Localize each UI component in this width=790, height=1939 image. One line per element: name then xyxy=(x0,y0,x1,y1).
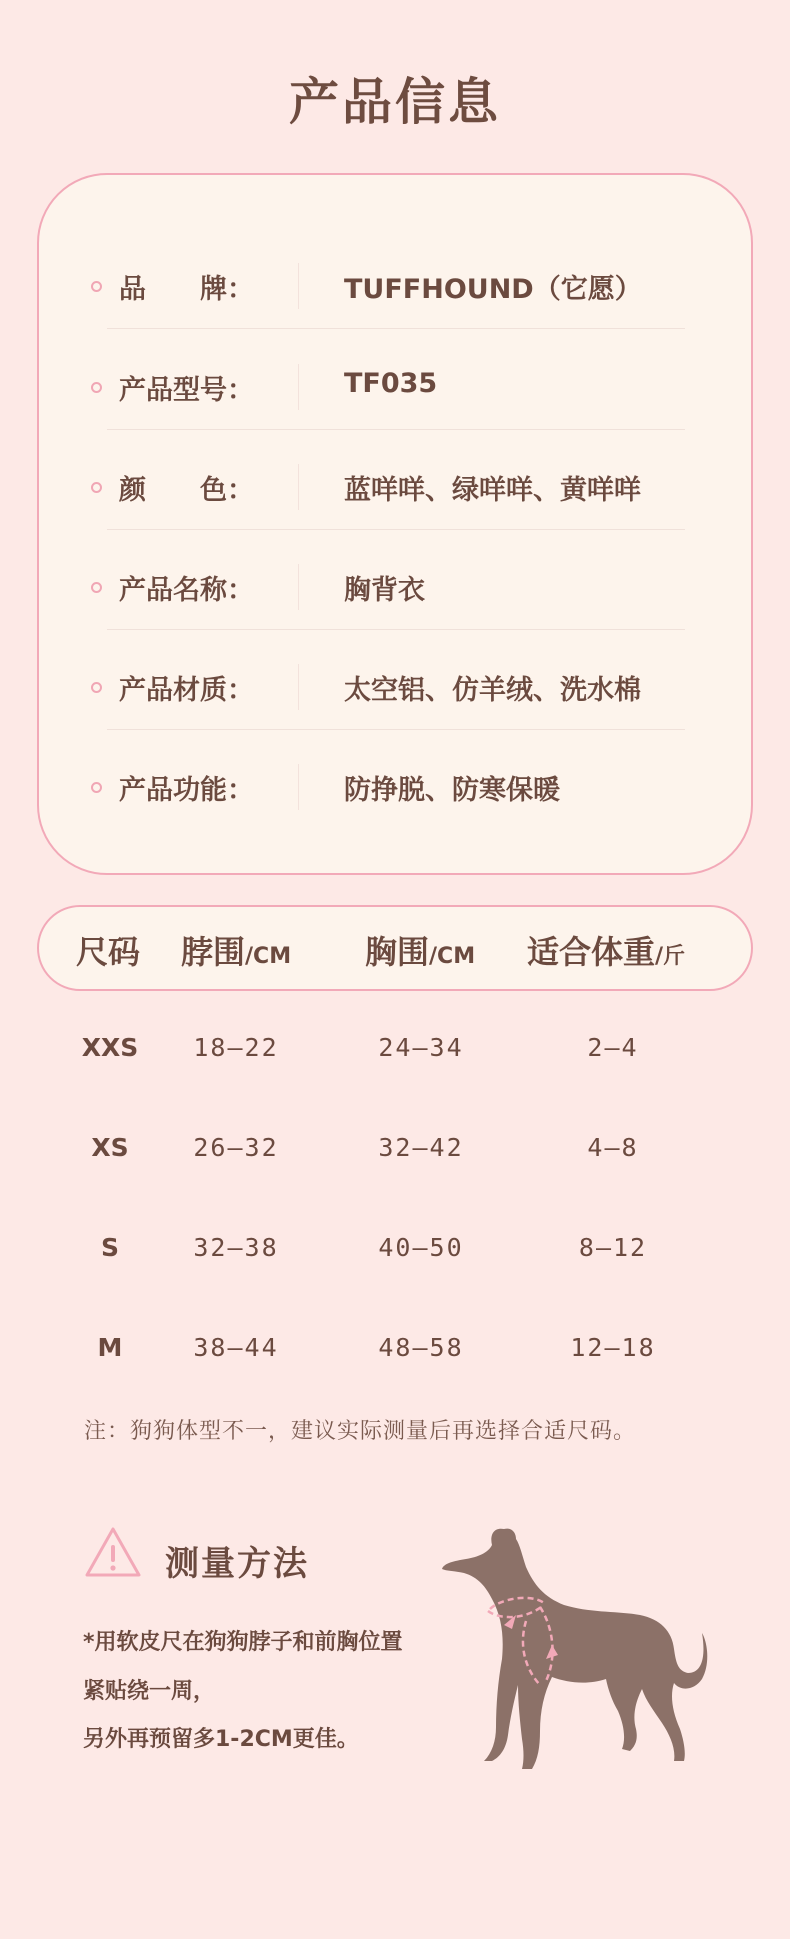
cell-size: XXS xyxy=(81,1033,139,1062)
cell-neck: 38—44 xyxy=(193,1333,279,1362)
cell-chest: 32—42 xyxy=(378,1133,464,1162)
divider xyxy=(298,263,299,309)
cell-weight: 2—4 xyxy=(587,1033,639,1062)
info-value: 蓝咩咩、绿咩咩、黄咩咩 xyxy=(344,475,641,506)
warning-icon xyxy=(83,1525,143,1579)
page-title: 产品信息 xyxy=(289,73,501,131)
cell-chest: 24—34 xyxy=(378,1033,464,1062)
bullet-icon xyxy=(91,482,102,493)
info-value: TUFFHOUND（它愿） xyxy=(344,274,642,305)
divider xyxy=(298,764,299,810)
divider xyxy=(107,328,685,329)
header-weight: 适合体重/斤 xyxy=(527,933,686,971)
divider xyxy=(298,464,299,510)
measure-title: 测量方法 xyxy=(165,1544,309,1584)
cell-neck: 18—22 xyxy=(193,1033,279,1062)
info-label: 产品材质： xyxy=(119,675,254,706)
info-label: 品 牌： xyxy=(119,274,254,305)
header-neck: 脖围/CM xyxy=(181,933,292,971)
info-row-function xyxy=(39,748,755,828)
info-row-brand xyxy=(39,247,755,327)
measure-instruction: *用软皮尺在狗狗脖子和前胸位置 xyxy=(83,1630,403,1655)
info-value: 胸背衣 xyxy=(344,575,425,606)
cell-neck: 32—38 xyxy=(193,1233,279,1262)
cell-chest: 40—50 xyxy=(378,1233,464,1262)
bullet-icon xyxy=(91,281,102,292)
cell-size: M xyxy=(97,1333,123,1362)
bullet-icon xyxy=(91,682,102,693)
bullet-icon xyxy=(91,382,102,393)
cell-weight: 12—18 xyxy=(570,1333,656,1362)
size-table-header xyxy=(37,905,753,991)
table-row xyxy=(0,1333,790,1373)
divider xyxy=(107,429,685,430)
divider xyxy=(298,564,299,610)
measure-instruction: 紧贴绕一周， xyxy=(83,1679,216,1704)
table-row xyxy=(0,1133,790,1173)
bullet-icon xyxy=(91,582,102,593)
divider xyxy=(298,664,299,710)
info-row-material xyxy=(39,648,755,728)
info-value: 防挣脱、防寒保暖 xyxy=(344,775,560,806)
info-label: 产品型号： xyxy=(119,375,254,406)
info-row-model xyxy=(39,348,755,428)
info-row-color xyxy=(39,448,755,528)
size-note: 注：狗狗体型不一，建议实际测量后再选择合适尺码。 xyxy=(84,1419,637,1444)
cell-neck: 26—32 xyxy=(193,1133,279,1162)
dog-illustration xyxy=(440,1525,710,1775)
bullet-icon xyxy=(91,782,102,793)
cell-chest: 48—58 xyxy=(378,1333,464,1362)
info-value: 太空铝、仿羊绒、洗水棉 xyxy=(344,675,641,706)
cell-weight: 8—12 xyxy=(578,1233,648,1262)
cell-weight: 4—8 xyxy=(587,1133,639,1162)
info-label: 颜 色： xyxy=(119,475,254,506)
divider xyxy=(107,729,685,730)
header-size: 尺码 xyxy=(76,933,141,971)
divider xyxy=(298,364,299,410)
table-row xyxy=(0,1233,790,1273)
product-info-card xyxy=(37,173,753,875)
table-row xyxy=(0,1033,790,1073)
divider xyxy=(107,529,685,530)
info-label: 产品功能： xyxy=(119,775,254,806)
cell-size: XS xyxy=(91,1133,129,1162)
info-label: 产品名称： xyxy=(119,575,254,606)
info-value: TF035 xyxy=(344,368,438,399)
info-row-name xyxy=(39,548,755,628)
divider xyxy=(107,629,685,630)
header-chest: 胸围/CM xyxy=(365,933,476,971)
cell-size: S xyxy=(100,1233,119,1262)
measure-instruction: 另外再预留多1-2CM更佳。 xyxy=(83,1727,359,1752)
